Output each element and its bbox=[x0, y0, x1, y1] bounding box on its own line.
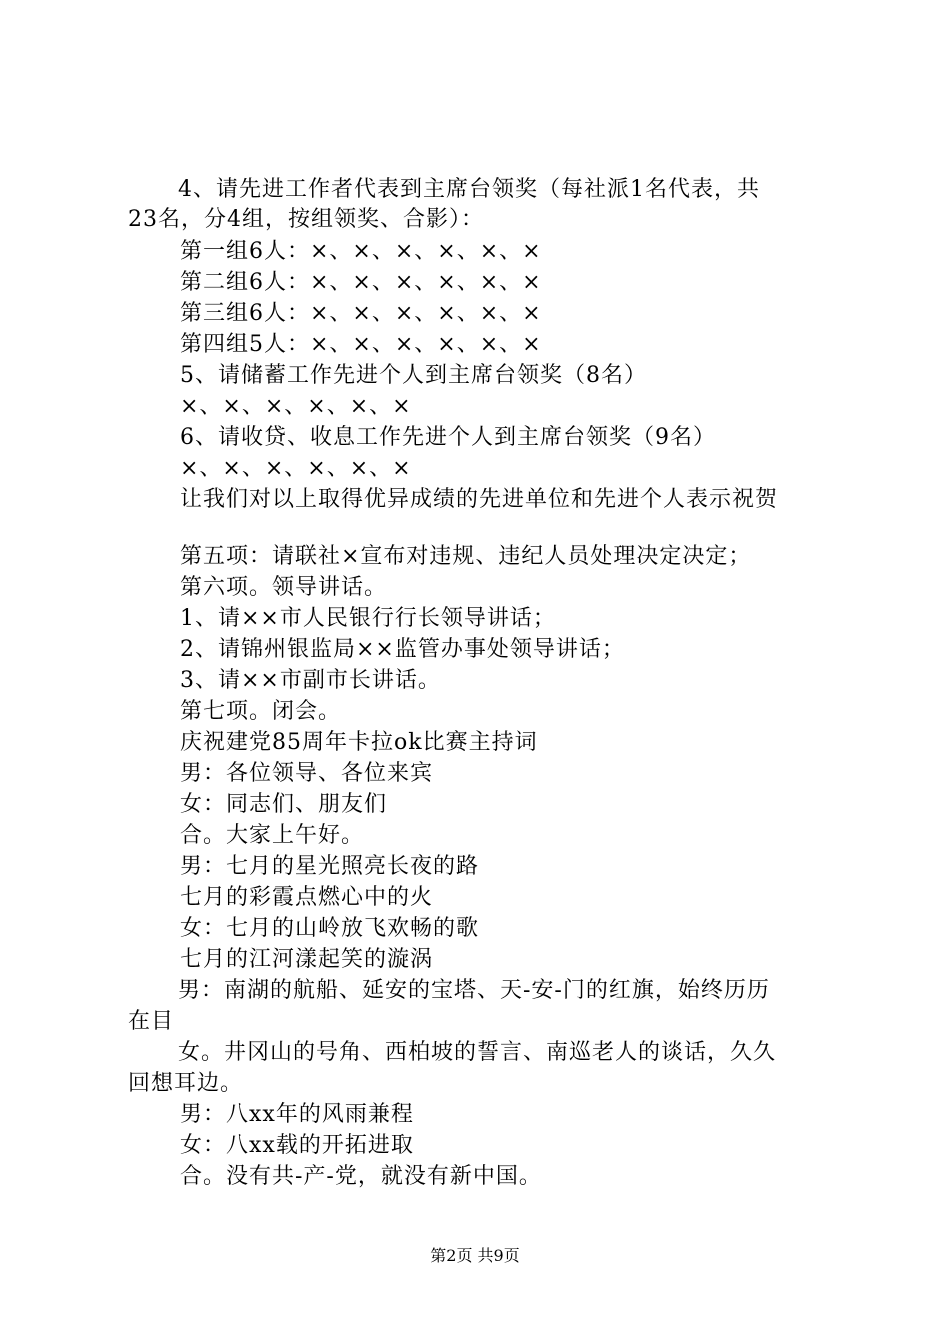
page-number-footer: 第2页 共9页 bbox=[430, 1246, 520, 1265]
text-line: 男：各位领导、各位来宾 bbox=[180, 761, 434, 786]
text-line: 4、请先进工作者代表到主席台领奖（每社派1名代表，共 bbox=[178, 177, 760, 202]
text-line: 5、请储蓄工作先进个人到主席台领奖（8名） bbox=[180, 363, 647, 388]
text-line: 3、请××市副市长讲话。 bbox=[180, 668, 441, 693]
text-line: 第一组6人：×、×、×、×、×、× bbox=[180, 239, 542, 264]
text-line: 男：七月的星光照亮长夜的路 bbox=[180, 854, 480, 879]
text-line: 女：八xx载的开拓进取 bbox=[180, 1133, 414, 1158]
text-line: ×、×、×、×、×、× bbox=[180, 456, 412, 481]
text-line: 第六项。领导讲话。 bbox=[180, 575, 388, 600]
text-line: 第五项：请联社×宣布对违规、违纪人员处理决定决定； bbox=[180, 544, 752, 569]
text-line: 合。大家上午好。 bbox=[180, 823, 365, 848]
text-line: 2、请锦州银监局××监管办事处领导讲话； bbox=[180, 637, 625, 662]
text-line: ×、×、×、×、×、× bbox=[180, 394, 412, 419]
text-line: 让我们对以上取得优异成绩的先进单位和先进个人表示祝贺 bbox=[180, 487, 779, 512]
text-line: 女：同志们、朋友们 bbox=[180, 792, 388, 817]
text-line: 七月的江河漾起笑的漩涡 bbox=[180, 947, 434, 972]
text-line: 第三组6人：×、×、×、×、×、× bbox=[180, 301, 542, 326]
text-line: 第二组6人：×、×、×、×、×、× bbox=[180, 270, 542, 295]
text-line: 男：南湖的航船、延安的宝塔、天-安-门的红旗，始终历历 bbox=[178, 978, 770, 1003]
text-line: 第七项。闭会。 bbox=[180, 699, 342, 724]
text-line: 1、请××市人民银行行长领导讲话； bbox=[180, 606, 556, 631]
text-line: 6、请收贷、收息工作先进个人到主席台领奖（9名） bbox=[180, 425, 716, 450]
text-line: 庆祝建党85周年卡拉ok比赛主持词 bbox=[180, 730, 538, 755]
text-line: 男：八xx年的风雨兼程 bbox=[180, 1102, 414, 1127]
text-line: 回想耳边。 bbox=[128, 1071, 244, 1096]
text-line: 女：七月的山岭放飞欢畅的歌 bbox=[180, 916, 480, 941]
text-line: 第四组5人：×、×、×、×、×、× bbox=[180, 332, 542, 357]
text-line: 女。井冈山的号角、西柏坡的誓言、南巡老人的谈话，久久 bbox=[178, 1040, 777, 1065]
text-line: 在目 bbox=[128, 1009, 175, 1034]
text-line: 七月的彩霞点燃心中的火 bbox=[180, 885, 434, 910]
text-line: 23名，分4组，按组领奖、合影）： bbox=[128, 207, 484, 232]
text-line: 合。没有共-产-党，就没有新中国。 bbox=[180, 1164, 542, 1189]
